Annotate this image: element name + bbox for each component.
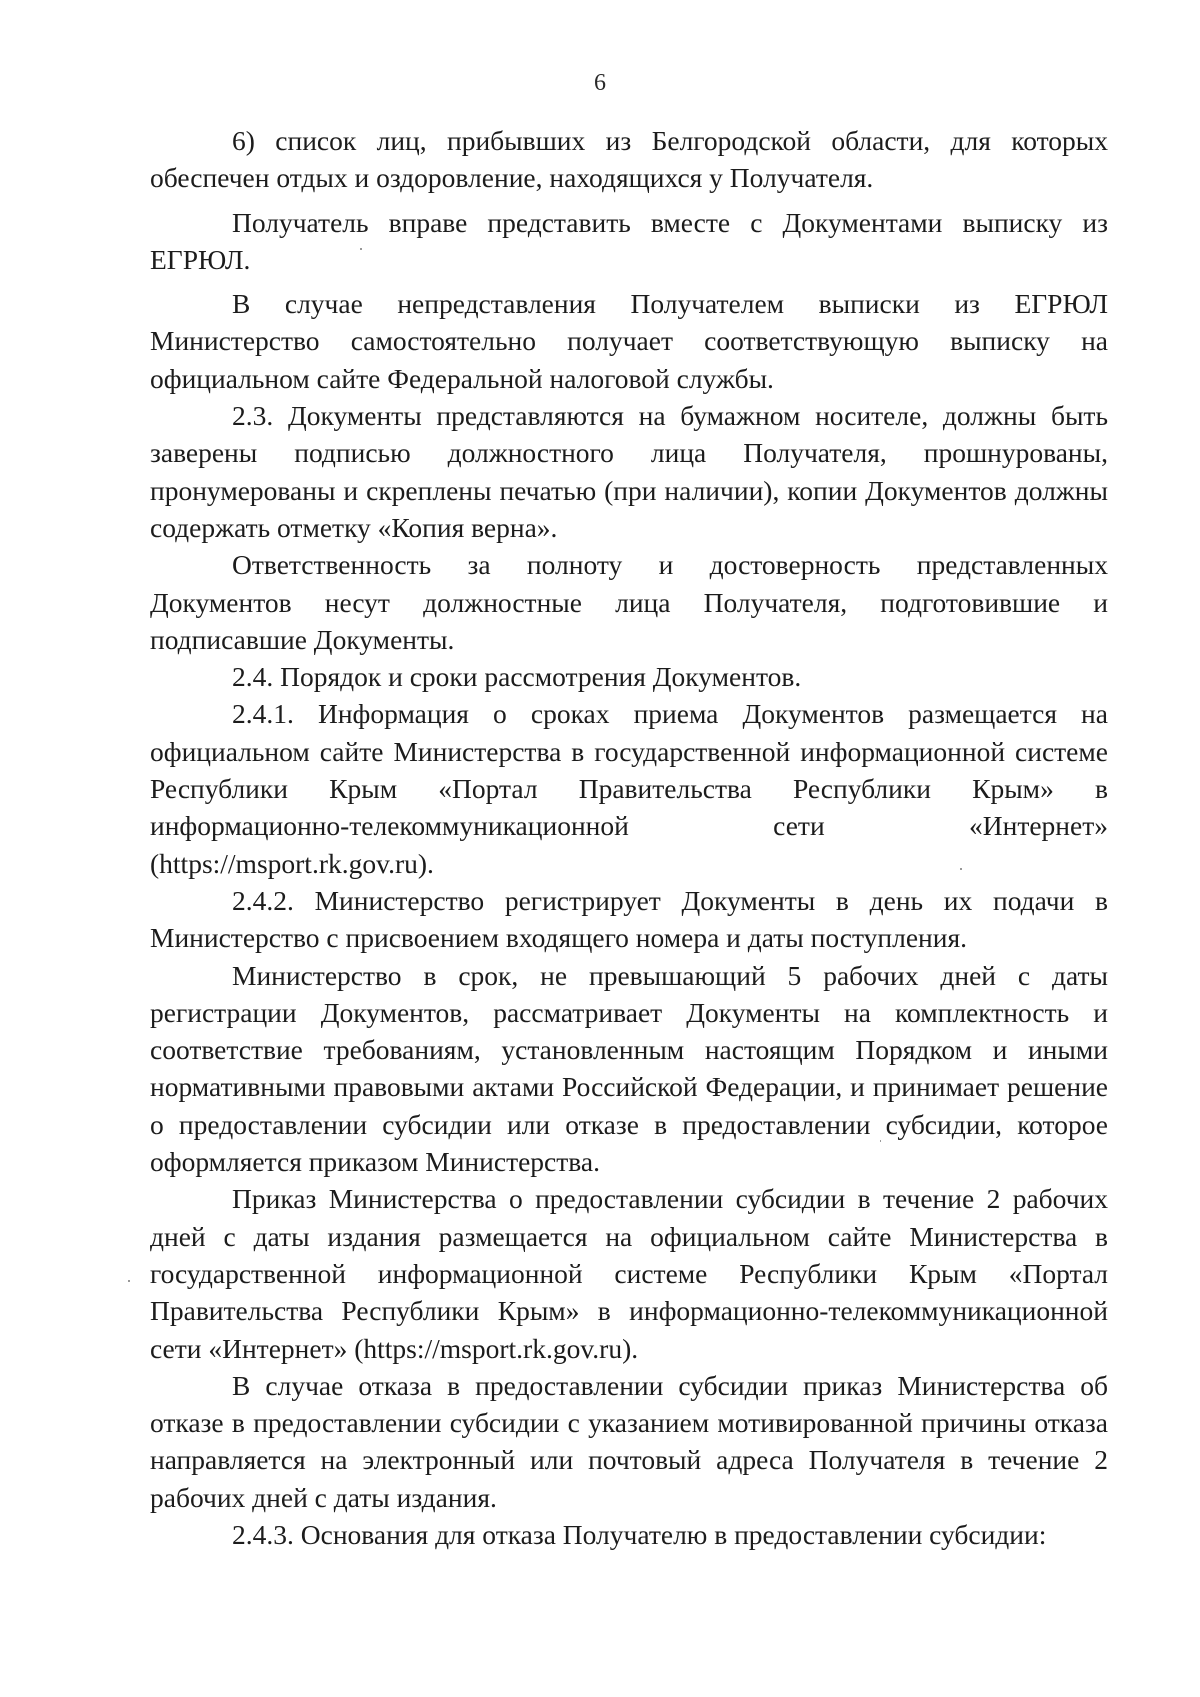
scan-speck — [360, 248, 362, 250]
paragraph-egrul-option: Получатель вправе представить вместе с Документами выписку из ЕГРЮЛ. — [150, 206, 1108, 275]
scan-speck — [960, 868, 962, 870]
scan-speck — [880, 1140, 881, 1142]
paragraph-2-4: 2.4. Порядок и сроки рассмотрения Документов. — [232, 661, 802, 693]
paragraph-2-4-1: 2.4.1. Информация о сроках приема Документов размещается на официальном сайте Министерства в государственной информационной системе Республики Крым «Портал Правительства Республики Крым» в информационно-телекоммуникационной сети «Интернет» (https://msport.rk.gov.ru). — [150, 698, 1108, 879]
scan-speck — [128, 1280, 130, 1282]
paragraph-responsibility: Ответственность за полноту и достоверность представленных Документов несут должностные лица Получателя, подготовившие и подписавшие Документы. — [150, 549, 1108, 655]
page-number: 6 — [594, 70, 606, 96]
paragraph-list-item-6: 6) список лиц, прибывших из Белгородской области, для которых обеспечен отдых и оздоровление, находящихся у Получателя. — [150, 125, 1108, 194]
paragraph-review: Министерство в срок, не превышающий 5 рабочих дней с даты регистрации Документов, рассматривает Документы на комплектность и соответствие требованиям, установленным настоящим Порядком и иными нормативными правовыми актами Российской Федерации, и принимает решение о предоставлении субсидии или отказе в предоставлении субсидии, которое оформляется приказом Министерства. — [150, 959, 1108, 1178]
paragraph-2-4-3: 2.4.3. Основания для отказа Получателю в предоставлении субсидии: — [232, 1518, 1047, 1550]
paragraph-refusal: В случае отказа в предоставлении субсидии приказ Министерства об отказе в предоставлении субсидии с указанием мотивированной причины отказа направляется на электронный или почтовый адреса Получателя в течение 2 рабочих дней с даты издания. — [150, 1369, 1108, 1513]
document-body — [150, 122, 1108, 1553]
paragraph-2-3: 2.3. Документы представляются на бумажном носителе, должны быть заверены подписью должностного лица Получателя, прошнурованы, пронумерованы и скреплены печатью (при наличии), копии Документов должны содержать отметку «Копия верна». — [150, 400, 1108, 543]
paragraph-2-4-2: 2.4.2. Министерство регистрирует Документы в день их подачи в Министерство с присвоением входящего номера и даты поступления. — [150, 884, 1108, 954]
paragraph-egrul-fallback: В случае непредставления Получателем выписки из ЕГРЮЛ Министерство самостоятельно получает соответствующую выписку на официальном сайте Федеральной налоговой службы. — [150, 288, 1108, 394]
paragraph-order-publication: Приказ Министерства о предоставлении субсидии в течение 2 рабочих дней с даты издания размещается на официальном сайте Министерства в государственной информационной системе Республики Крым «Портал Правительства Республики Крым» в информационно-телекоммуникационной сети «Интернет» (https://msport.rk.gov.ru). — [150, 1183, 1108, 1364]
